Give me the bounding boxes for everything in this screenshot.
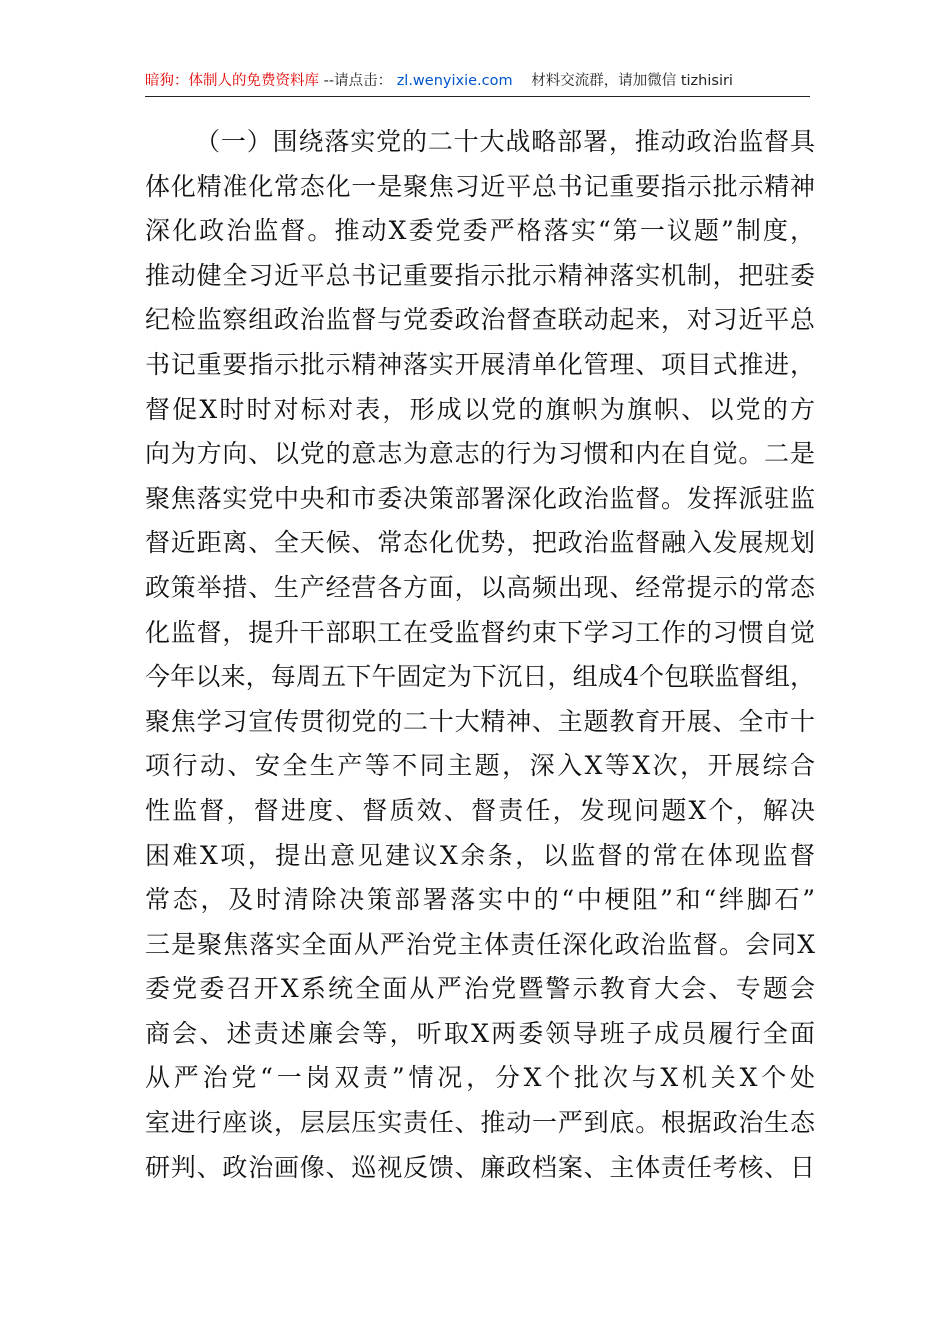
text-line: 纪检监察组政治监督与党委政治督查联动起来，对习近平总: [145, 305, 815, 335]
text-line: 推动健全习近平总书记重要指示批示精神落实机制，把驻委: [145, 260, 815, 290]
text-line: 商会、述责述廉会等，听取X两委领导班子成员履行全面: [145, 1018, 815, 1048]
text-line: 研判、政治画像、巡视反馈、廉政档案、主体责任考核、日: [145, 1152, 815, 1182]
text-line: 今年以来，每周五下午固定为下沉日，组成4个包联监督组，: [145, 662, 815, 692]
text-line: 聚焦学习宣传贯彻党的二十大精神、主题教育开展、全市十: [145, 706, 815, 736]
text-line: 向为方向、以党的意志为意志的行为习惯和内在自觉。二是: [145, 439, 815, 469]
wechat-group-note: 材料交流群，请加微信 tizhisiri: [531, 73, 733, 89]
text-line: 性监督，督进度、督质效、督责任，发现问题X个，解决: [145, 795, 815, 825]
text-line: 书记重要指示批示精神落实开展清单化管理、项目式推进，: [145, 349, 815, 379]
text-line: 深化政治监督。推动X委党委严格落实“第一议题”制度，: [145, 216, 815, 246]
text-line: 督促X时时对标对表，形成以党的旗帜为旗帜、以党的方: [145, 394, 815, 424]
text-line: 政策举措、生产经营各方面，以高频出现、经常提示的常态: [145, 572, 815, 602]
text-line: 三是聚焦落实全面从严治党主体责任深化政治监督。会同X: [145, 929, 815, 959]
site-name: 暗狗：体制人的免费资料库: [145, 73, 319, 89]
header-divider: [145, 96, 810, 97]
text-line: 督近距离、全天候、常态化优势，把政治监督融入发展规划: [145, 528, 815, 558]
text-line: 化监督，提升干部职工在受监督约束下学习工作的习惯自觉: [145, 617, 815, 647]
text-line: 项行动、安全生产等不同主题，深入X等X次，开展综合: [145, 751, 815, 781]
document-body: [145, 120, 815, 1190]
text-line: 困难X项，提出意见建议X余条，以监督的常在体现监督: [145, 840, 815, 870]
text-line: 常态，及时清除决策部署落实中的“中梗阻”和“绊脚石”: [145, 885, 815, 915]
text-line: 室进行座谈，层层压实责任、推动一严到底。根据政治生态: [145, 1108, 815, 1138]
page-header: [145, 70, 810, 92]
text-line: 从严治党“一岗双责”情况，分X个批次与X机关X个处: [145, 1063, 815, 1093]
text-line: 委党委召开X系统全面从严治党暨警示教育大会、专题会: [145, 974, 815, 1004]
text-line: 体化精准化常态化一是聚焦习近平总书记重要指示批示精神: [145, 171, 815, 201]
text-line: 聚焦落实党中央和市委决策部署深化政治监督。发挥派驻监: [145, 483, 815, 513]
site-url-link[interactable]: zl.wenyixie.com: [396, 73, 513, 89]
text-line: （一）围绕落实党的二十大战略部署，推动政治监督具: [195, 127, 815, 156]
click-prompt: --请点击：: [323, 73, 393, 89]
